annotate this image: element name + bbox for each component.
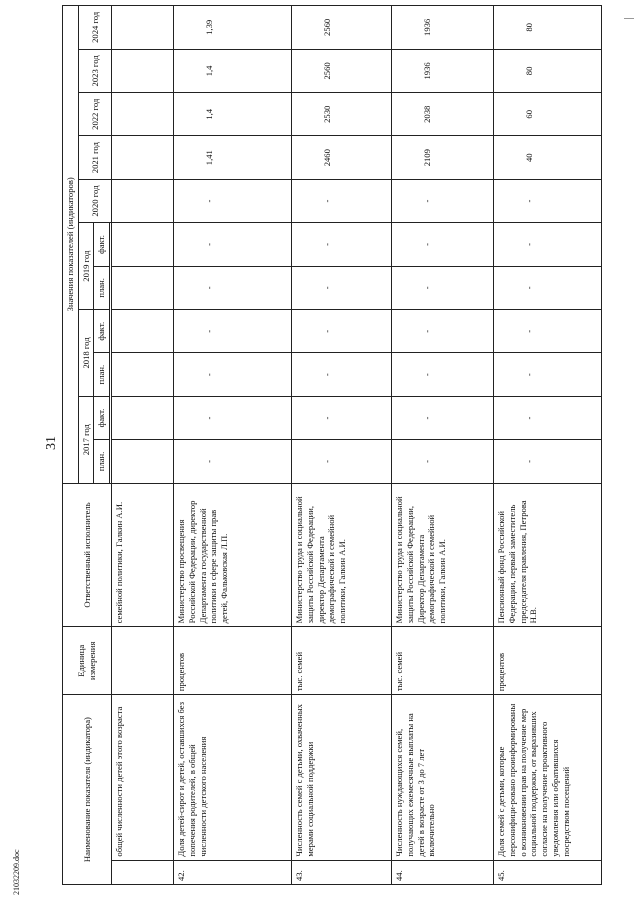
indicator-unit: процентов <box>494 627 602 695</box>
header-executor: Ответственный исполнитель <box>63 483 112 627</box>
value-cell: - <box>292 179 392 222</box>
value-cell: 80 <box>494 6 602 50</box>
header-2023: 2023 год <box>78 49 111 92</box>
header-unit: Единица измерения <box>63 627 112 695</box>
value-cell: - <box>392 353 494 396</box>
value-cell: 1,39 <box>174 6 292 50</box>
header-values: Значения показателей (индикаторов) <box>63 6 79 484</box>
indicator-executor: Министерство труда и социальной защиты Российской Федерации, директор Департамента демографической и семейной политики, Галкин А.И. <box>292 483 392 627</box>
table-row <box>494 6 602 885</box>
value-cell <box>112 136 174 179</box>
header-2020: 2020 год <box>78 179 111 222</box>
edge-mark <box>624 18 634 19</box>
header-plan: план. <box>94 440 110 483</box>
value-cell: 1936 <box>392 49 494 92</box>
indicator-name: Доля семей с детьми, которые персонифици-ровано проинформированы о возникновении прав на получение мер социальной поддержки, от выразивших согласие на получение проактивного уведомления или обратившихся посредством посещений <box>494 695 602 860</box>
value-cell: - <box>494 440 602 483</box>
table-row <box>112 6 174 885</box>
header-2017: 2017 год <box>78 396 94 483</box>
page-number: 31 <box>44 436 59 450</box>
value-cell: - <box>392 223 494 266</box>
value-cell: - <box>174 310 292 353</box>
value-cell: 2530 <box>292 93 392 136</box>
value-cell: - <box>494 310 602 353</box>
indicator-unit: процентов <box>174 627 292 695</box>
value-cell: 2038 <box>392 93 494 136</box>
value-cell: - <box>174 353 292 396</box>
value-cell <box>112 396 174 439</box>
value-cell <box>112 440 174 483</box>
header-plan: план. <box>94 266 110 309</box>
value-cell: - <box>174 440 292 483</box>
row-number: 45. <box>494 860 602 884</box>
value-cell: 1,41 <box>174 136 292 179</box>
value-cell: - <box>292 440 392 483</box>
indicator-name: общей численности детей этого возраста <box>112 695 174 860</box>
table-row <box>292 6 392 885</box>
row-number: 42. <box>174 860 292 884</box>
indicator-name: Доля детей-сирот и детей, оставшихся без попечения родителей, в общей численности детского населения <box>174 695 292 860</box>
indicator-unit: тыс. семей <box>292 627 392 695</box>
value-cell: - <box>494 179 602 222</box>
value-cell <box>112 223 174 266</box>
value-cell <box>112 179 174 222</box>
value-cell: 40 <box>494 136 602 179</box>
value-cell: 60 <box>494 93 602 136</box>
file-name-footer: 21032209.doc <box>12 849 21 895</box>
value-cell: 1,4 <box>174 93 292 136</box>
indicator-name: Численность семей с детьми, охваченных мерами социальной поддержки <box>292 695 392 860</box>
table-row <box>392 6 494 885</box>
value-cell: - <box>174 396 292 439</box>
value-cell: - <box>392 396 494 439</box>
header-fact: факт. <box>94 310 110 353</box>
indicators-table <box>62 5 602 885</box>
value-cell: - <box>392 266 494 309</box>
value-cell <box>112 6 174 50</box>
value-cell: 2560 <box>292 6 392 50</box>
value-cell: - <box>174 223 292 266</box>
value-cell: - <box>392 179 494 222</box>
value-cell: - <box>292 353 392 396</box>
value-cell <box>112 49 174 92</box>
value-cell: - <box>494 223 602 266</box>
value-cell <box>112 93 174 136</box>
header-plan: план. <box>94 353 110 396</box>
value-cell: - <box>292 396 392 439</box>
rotated-table-wrapper <box>62 5 622 885</box>
header-2019: 2019 год <box>78 223 94 310</box>
value-cell: - <box>292 266 392 309</box>
value-cell: 2560 <box>292 49 392 92</box>
value-cell: 80 <box>494 49 602 92</box>
table-row <box>174 6 292 885</box>
value-cell: 1,4 <box>174 49 292 92</box>
indicator-executor: Министерство труда и социальной защиты Российской Федерации, Директор Департамента демографической и семейной политики, Галкин А.И. <box>392 483 494 627</box>
row-number: 44. <box>392 860 494 884</box>
value-cell: 2460 <box>292 136 392 179</box>
header-2022: 2022 год <box>78 93 111 136</box>
header-fact: факт. <box>94 223 110 266</box>
value-cell: 1936 <box>392 6 494 50</box>
value-cell: - <box>494 396 602 439</box>
header-fact: факт. <box>94 396 110 439</box>
indicator-unit <box>112 627 174 695</box>
row-number: 43. <box>292 860 392 884</box>
value-cell <box>112 353 174 396</box>
value-cell: - <box>494 353 602 396</box>
header-2018: 2018 год <box>78 310 94 397</box>
indicator-name: Численность нуждающихся семей, получающих ежемесячные выплаты на детей в возрасте от 3 до 7 лет включительно <box>392 695 494 860</box>
value-cell: - <box>392 310 494 353</box>
row-number <box>112 860 174 884</box>
header-2024: 2024 год <box>78 6 111 50</box>
indicator-unit: тыс. семей <box>392 627 494 695</box>
indicator-executor: Министерство просвещения Российской Федерации, директор Департамента государственной политики в сфере защиты прав детей, Фальковская Л.П. <box>174 483 292 627</box>
value-cell: - <box>174 179 292 222</box>
value-cell: - <box>292 223 392 266</box>
value-cell: 2109 <box>392 136 494 179</box>
value-cell <box>112 310 174 353</box>
value-cell: - <box>174 266 292 309</box>
value-cell: - <box>494 266 602 309</box>
header-name: Наименование показателя (индикатора) <box>63 695 112 885</box>
value-cell: - <box>292 310 392 353</box>
value-cell: - <box>392 440 494 483</box>
indicator-executor: семейной политики, Галкин А.И. <box>112 483 174 627</box>
value-cell <box>112 266 174 309</box>
indicator-executor: Пенсионный фонд Российской Федерации, первый заместитель председателя правления, Петрова Н.В. <box>494 483 602 627</box>
header-2021: 2021 год <box>78 136 111 179</box>
